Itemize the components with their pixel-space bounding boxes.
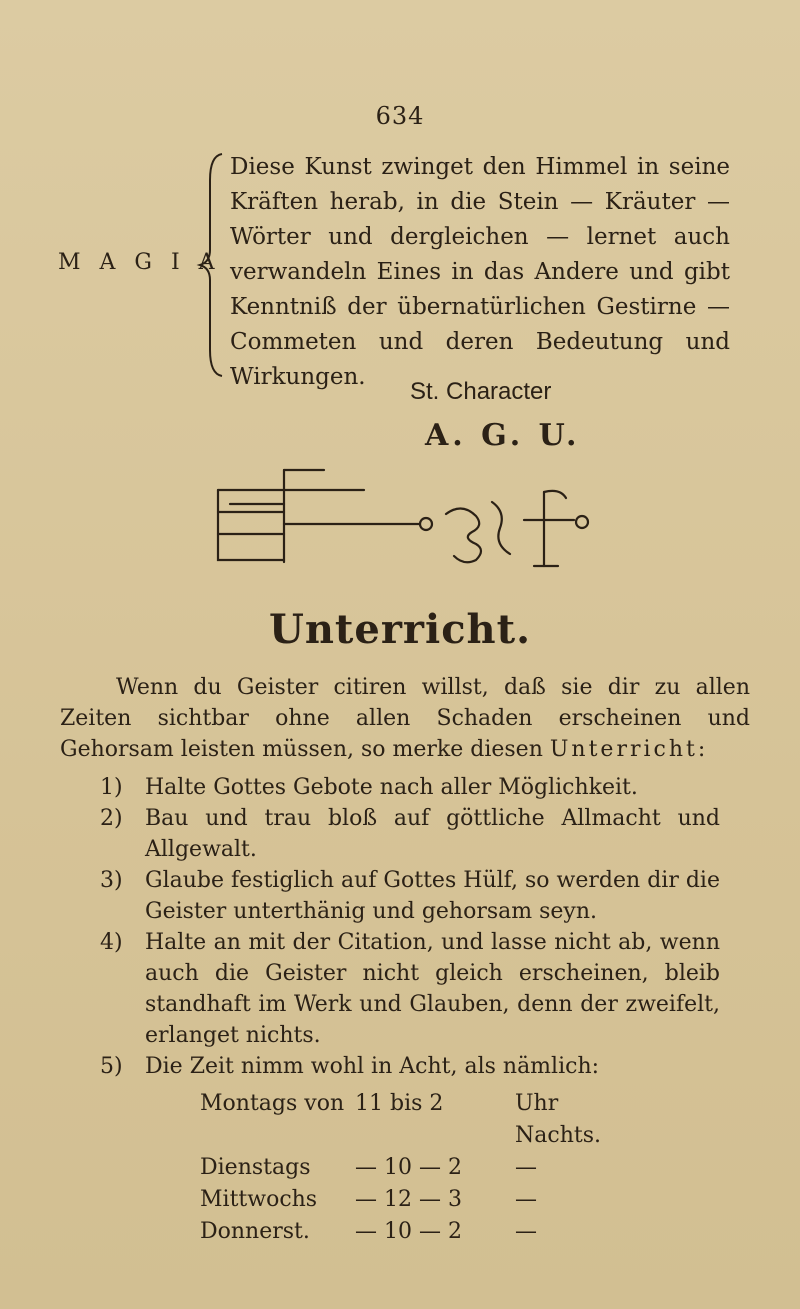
schedule-hours: — 10 — 2	[355, 1155, 462, 1180]
schedule-day: Donnerst.	[200, 1219, 310, 1244]
schedule-day: Dienstags	[200, 1155, 311, 1180]
magic-sigil	[214, 462, 604, 582]
curly-brace	[196, 150, 226, 380]
rules-list	[100, 772, 720, 1082]
table-row	[200, 1152, 620, 1184]
schedule-table	[200, 1088, 620, 1248]
rule-text: Die Zeit nimm wohl in Acht, als nämlich:	[145, 1054, 600, 1079]
schedule-suffix: —	[515, 1187, 537, 1212]
page-number: 634	[375, 102, 425, 130]
rule-number: 2)	[100, 806, 123, 831]
character-code: A. G. U.	[425, 418, 581, 453]
schedule-suffix: —	[515, 1219, 537, 1244]
table-row	[200, 1184, 620, 1216]
intro-text: Wenn du Geister citiren willst, daß sie dir zu allen Zeiten sichtbar ohne allen Schaden erscheinen und Gehorsam leisten müssen, so merke diesen	[60, 675, 750, 762]
schedule-suffix: Uhr Nachts.	[515, 1091, 601, 1148]
schedule-hours: 11 bis 2	[355, 1091, 444, 1116]
rule-text: Halte Gottes Gebote nach aller Möglichkeit.	[145, 775, 638, 800]
intro-emphasis: Unterricht:	[549, 737, 709, 762]
intro-paragraph	[60, 672, 750, 765]
rule-text: Glaube festiglich auf Gottes Hülf, so werden dir die Geister unterthänig und gehorsam seyn.	[145, 868, 720, 924]
schedule-hours: — 12 — 3	[355, 1187, 462, 1212]
schedule-day: Montags von	[200, 1091, 345, 1116]
rule-number: 1)	[100, 775, 123, 800]
section-heading: Unterricht.	[268, 606, 532, 653]
table-row	[200, 1216, 620, 1248]
schedule-day: Mittwochs	[200, 1187, 318, 1212]
rule-text: Halte an mit der Citation, und lasse nicht ab, wenn auch die Geister nicht gleich erscheinen, bleib standhaft im Werk und Glauben, denn der zweifelt, erlanget nichts.	[145, 930, 720, 1048]
list-item	[100, 1051, 720, 1082]
schedule-suffix: —	[515, 1155, 537, 1180]
character-title: St. Character	[410, 378, 552, 405]
list-item	[100, 803, 720, 865]
table-row	[200, 1088, 620, 1152]
list-item	[100, 927, 720, 1051]
magia-description: Diese Kunst zwinget den Himmel in seine Kräften herab, in die Stein — Kräuter — Wörter und dergleichen — lernet auch verwandeln Eines in das Andere und gibt Kenntniß der übernatürlichen Gestirne — Commeten und deren Bedeutung und Wirkungen.	[230, 154, 730, 390]
rule-text: Bau und trau bloß auf göttliche Allmacht und Allgewalt.	[145, 806, 720, 862]
rule-number: 3)	[100, 868, 123, 893]
rule-number: 4)	[100, 930, 123, 955]
magia-label: M A G I A	[58, 250, 221, 275]
rule-number: 5)	[100, 1054, 123, 1079]
list-item	[100, 865, 720, 927]
schedule-hours: — 10 — 2	[355, 1219, 462, 1244]
list-item	[100, 772, 720, 803]
